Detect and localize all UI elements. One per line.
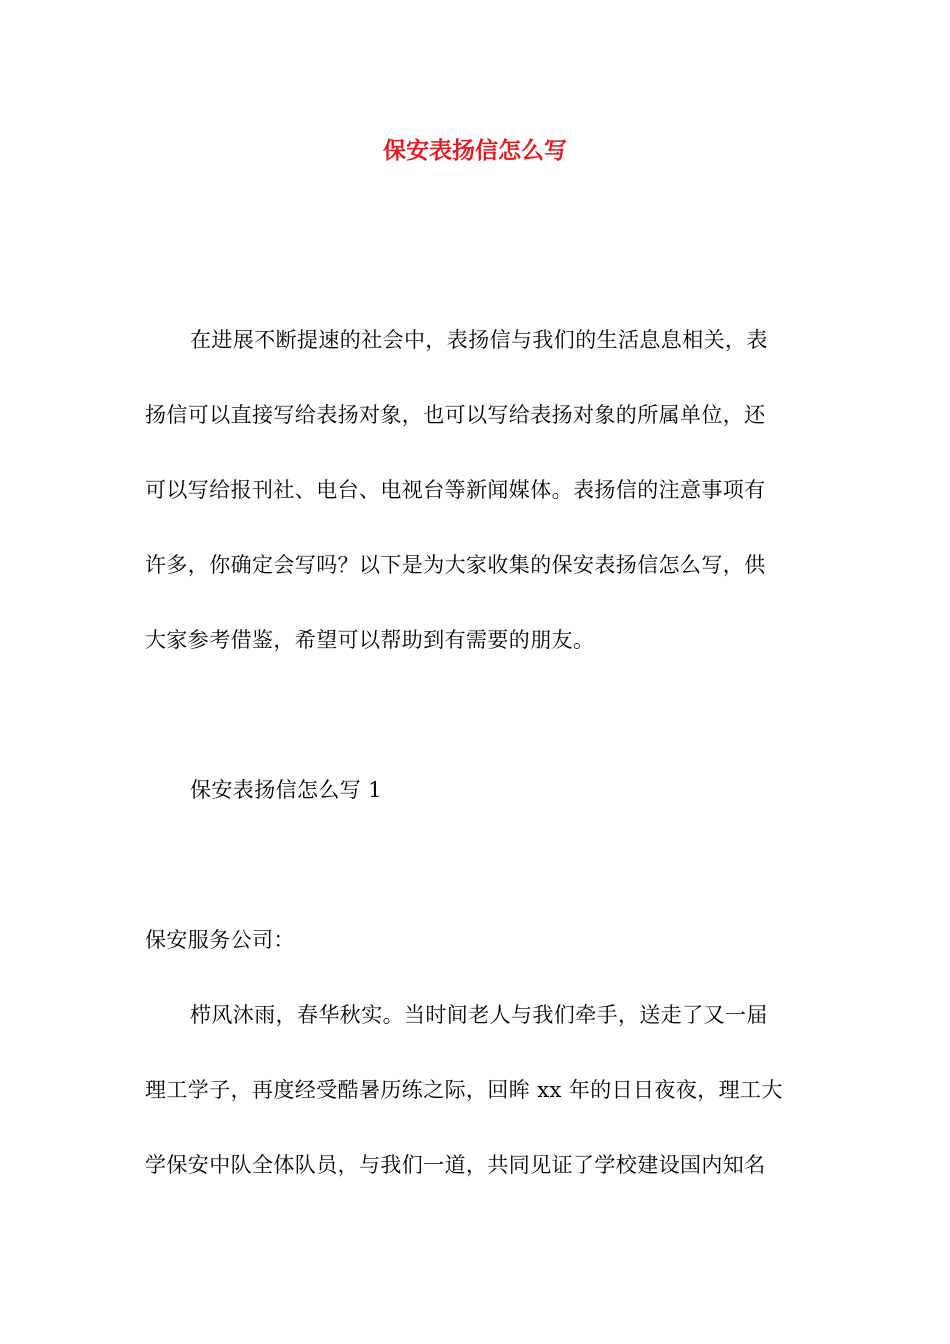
body-line-1: 栉风沐雨，春华秋实。当时间老人与我们牵手，送走了又一届 xyxy=(190,1003,768,1027)
salutation: 保安服务公司： xyxy=(145,928,295,952)
intro-line-5: 大家参考借鉴，希望可以帮助到有需要的朋友。 xyxy=(145,628,595,652)
intro-line-3: 可以写给报刊社、电台、电视台等新闻媒体。表扬信的注意事项有 xyxy=(145,478,766,502)
intro-line-1: 在进展不断提速的社会中，表扬信与我们的生活息息相关，表 xyxy=(190,328,768,352)
body-line-2: 理工学子，再度经受酷暑历练之际，回眸 xx 年的日日夜夜，理工大 xyxy=(145,1078,783,1102)
intro-line-4: 许多，你确定会写吗？以下是为大家收集的保安表扬信怎么写，供 xyxy=(145,553,766,577)
body-line-3: 学保安中队全体队员，与我们一道，共同见证了学校建设国内知名 xyxy=(145,1153,766,1177)
section-heading: 保安表扬信怎么写 1 xyxy=(190,778,383,802)
intro-line-2: 扬信可以直接写给表扬对象，也可以写给表扬对象的所属单位，还 xyxy=(145,403,766,427)
document-title: 保安表扬信怎么写 xyxy=(383,137,567,164)
